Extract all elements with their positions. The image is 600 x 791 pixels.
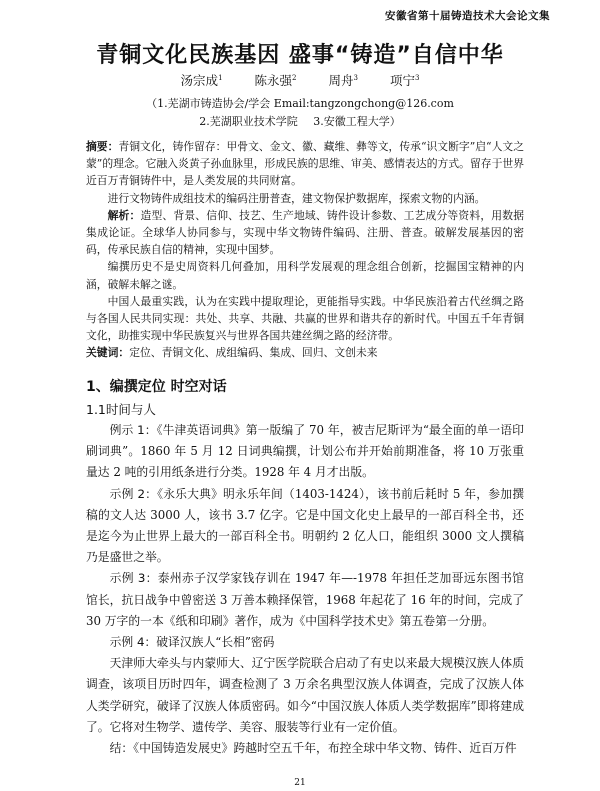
- abstract: [86, 138, 524, 362]
- affiliation-line-1: （1.芜湖市铸造协会/学会 Email:tangzongchong@126.com: [146, 97, 454, 110]
- analysis-label: 解析：: [107, 208, 141, 222]
- body-text: [86, 420, 524, 759]
- body-paragraph: 天津师大牵头与内蒙师大、辽宁医学院联合启动了有史以来最大规模汉族人体质调查，该项目历时四年，调查检测了 3 万余名典型汉族人体调查，完成了汉族人体人类学研究，破译了汉族人体质密码。如今“中国汉族人体质人类学数据库”即将建成了。它将对生物学、遗传学、美容、服装等行业有一定价值。: [86, 656, 524, 734]
- keywords: 关键词：定位、青铜文化、成组编码、集成、回归、文创未来: [86, 346, 378, 360]
- abstract-label: 摘要：: [86, 140, 119, 153]
- affiliation: 2.芜湖职业技术学院: [199, 115, 298, 128]
- page-number: 21: [294, 778, 306, 788]
- section-heading: 1、编撰定位 时空对话: [86, 379, 227, 395]
- body-paragraph: 示例 3：泰州赤子汉学家钱存训在 1947 年—-1978 年担任芝加哥远东图书馆馆长，抗日战争中曾密送 3 万善本赖择保管，1968 年起花了 16 年的时间，完成了 30 万字的一本《纸和印刷》著作，成为《中国科学技术史》第五卷第一分册。: [86, 571, 524, 628]
- running-header: 安徽省第十届铸造技术大会论文集: [385, 10, 550, 22]
- body-paragraph: 例示 1：《牛津英语词典》第一版编了 70 年，被吉尼斯评为“最全面的单一语印刷词典”。1860 年 5 月 12 日词典编撰，计划公布并开始前期准备，将 10 万张重量达 2 吨的引用纸条进行分类。1928 年 4 月才出版。: [86, 423, 524, 480]
- body-paragraph: 结：《中国铸造发展史》跨越时空五千年，布控全球中华文物、铸件、近百万件: [109, 741, 517, 756]
- body-paragraph: 示例 4：破译汉族人“长相”密码: [109, 635, 275, 650]
- abstract-paragraph: 摘要：青铜文化，铸作留存：甲骨文、金文、徽、藏维、彝等文，传承“识文断字”启“人文之蒙”的理念。它融入炎黄子孙血脉里，形成民族的思维、审美、感情表达的方式。留存于世界近百万青铜铸件中，是人类发展的共同财富。: [86, 140, 524, 188]
- author: 周舟$^3$: [328, 73, 358, 88]
- paper-title: 青铜文化民族基因 盛事“铸造”自信中华: [96, 43, 504, 68]
- abstract-paragraph: 中国人最重实践，认为在实践中提取理论，更能指导实践。中华民族沿着古代丝绸之路与各国人民共同实现：共处、共享、共融、共赢的世界和谐共存的新时代。中国五千年青铜文化，助推实现中华民族复兴与世界各国共建丝绸之路的经济带。: [86, 294, 524, 343]
- affiliation-line-2: [0, 113, 600, 129]
- abstract-paragraph: 解析：造型、背景、信仰、技艺、生产地域、铸件设计参数、工艺成分等资料，用数据集成论证。全球华人协同参与，实现中华文物铸件编码、注册、普查。破解发展基因的密码，传承民族自信的精神，实现中国梦。: [86, 208, 525, 257]
- author: 汤宗成$^1$: [180, 73, 223, 88]
- author: 项宁$^3$: [389, 73, 420, 88]
- body-paragraph: 示例 2：《永乐大典》明永乐年间（1403-1424），该书前后耗时 5 年，参加撰稿的文人达 3000 人，该书 3.7 亿字。它是中国文化史上最早的一部百科全书，还是迄今为止世界上最大的一部百科全书。明朝约 2 亿人口，能组织 3000 文人撰稿乃是盛世之举。: [86, 486, 524, 565]
- keywords-label: 关键词：: [86, 346, 130, 360]
- subsection-heading: 1.1时间与人: [86, 402, 156, 417]
- author-list: [0, 71, 600, 89]
- affiliation: 3.安徽工程大学）: [313, 115, 401, 128]
- abstract-paragraph: 进行文物铸件成组技术的编码注册普查，建文物保护数据库，探索文物的内涵。: [107, 191, 486, 205]
- author: 陈永强$^2$: [254, 73, 297, 88]
- abstract-paragraph: 编撰历史不是史周资料几何叠加，用科学发展观的理念组合创新，挖掘国宝精神的内涵，破解未解之谜。: [86, 260, 524, 291]
